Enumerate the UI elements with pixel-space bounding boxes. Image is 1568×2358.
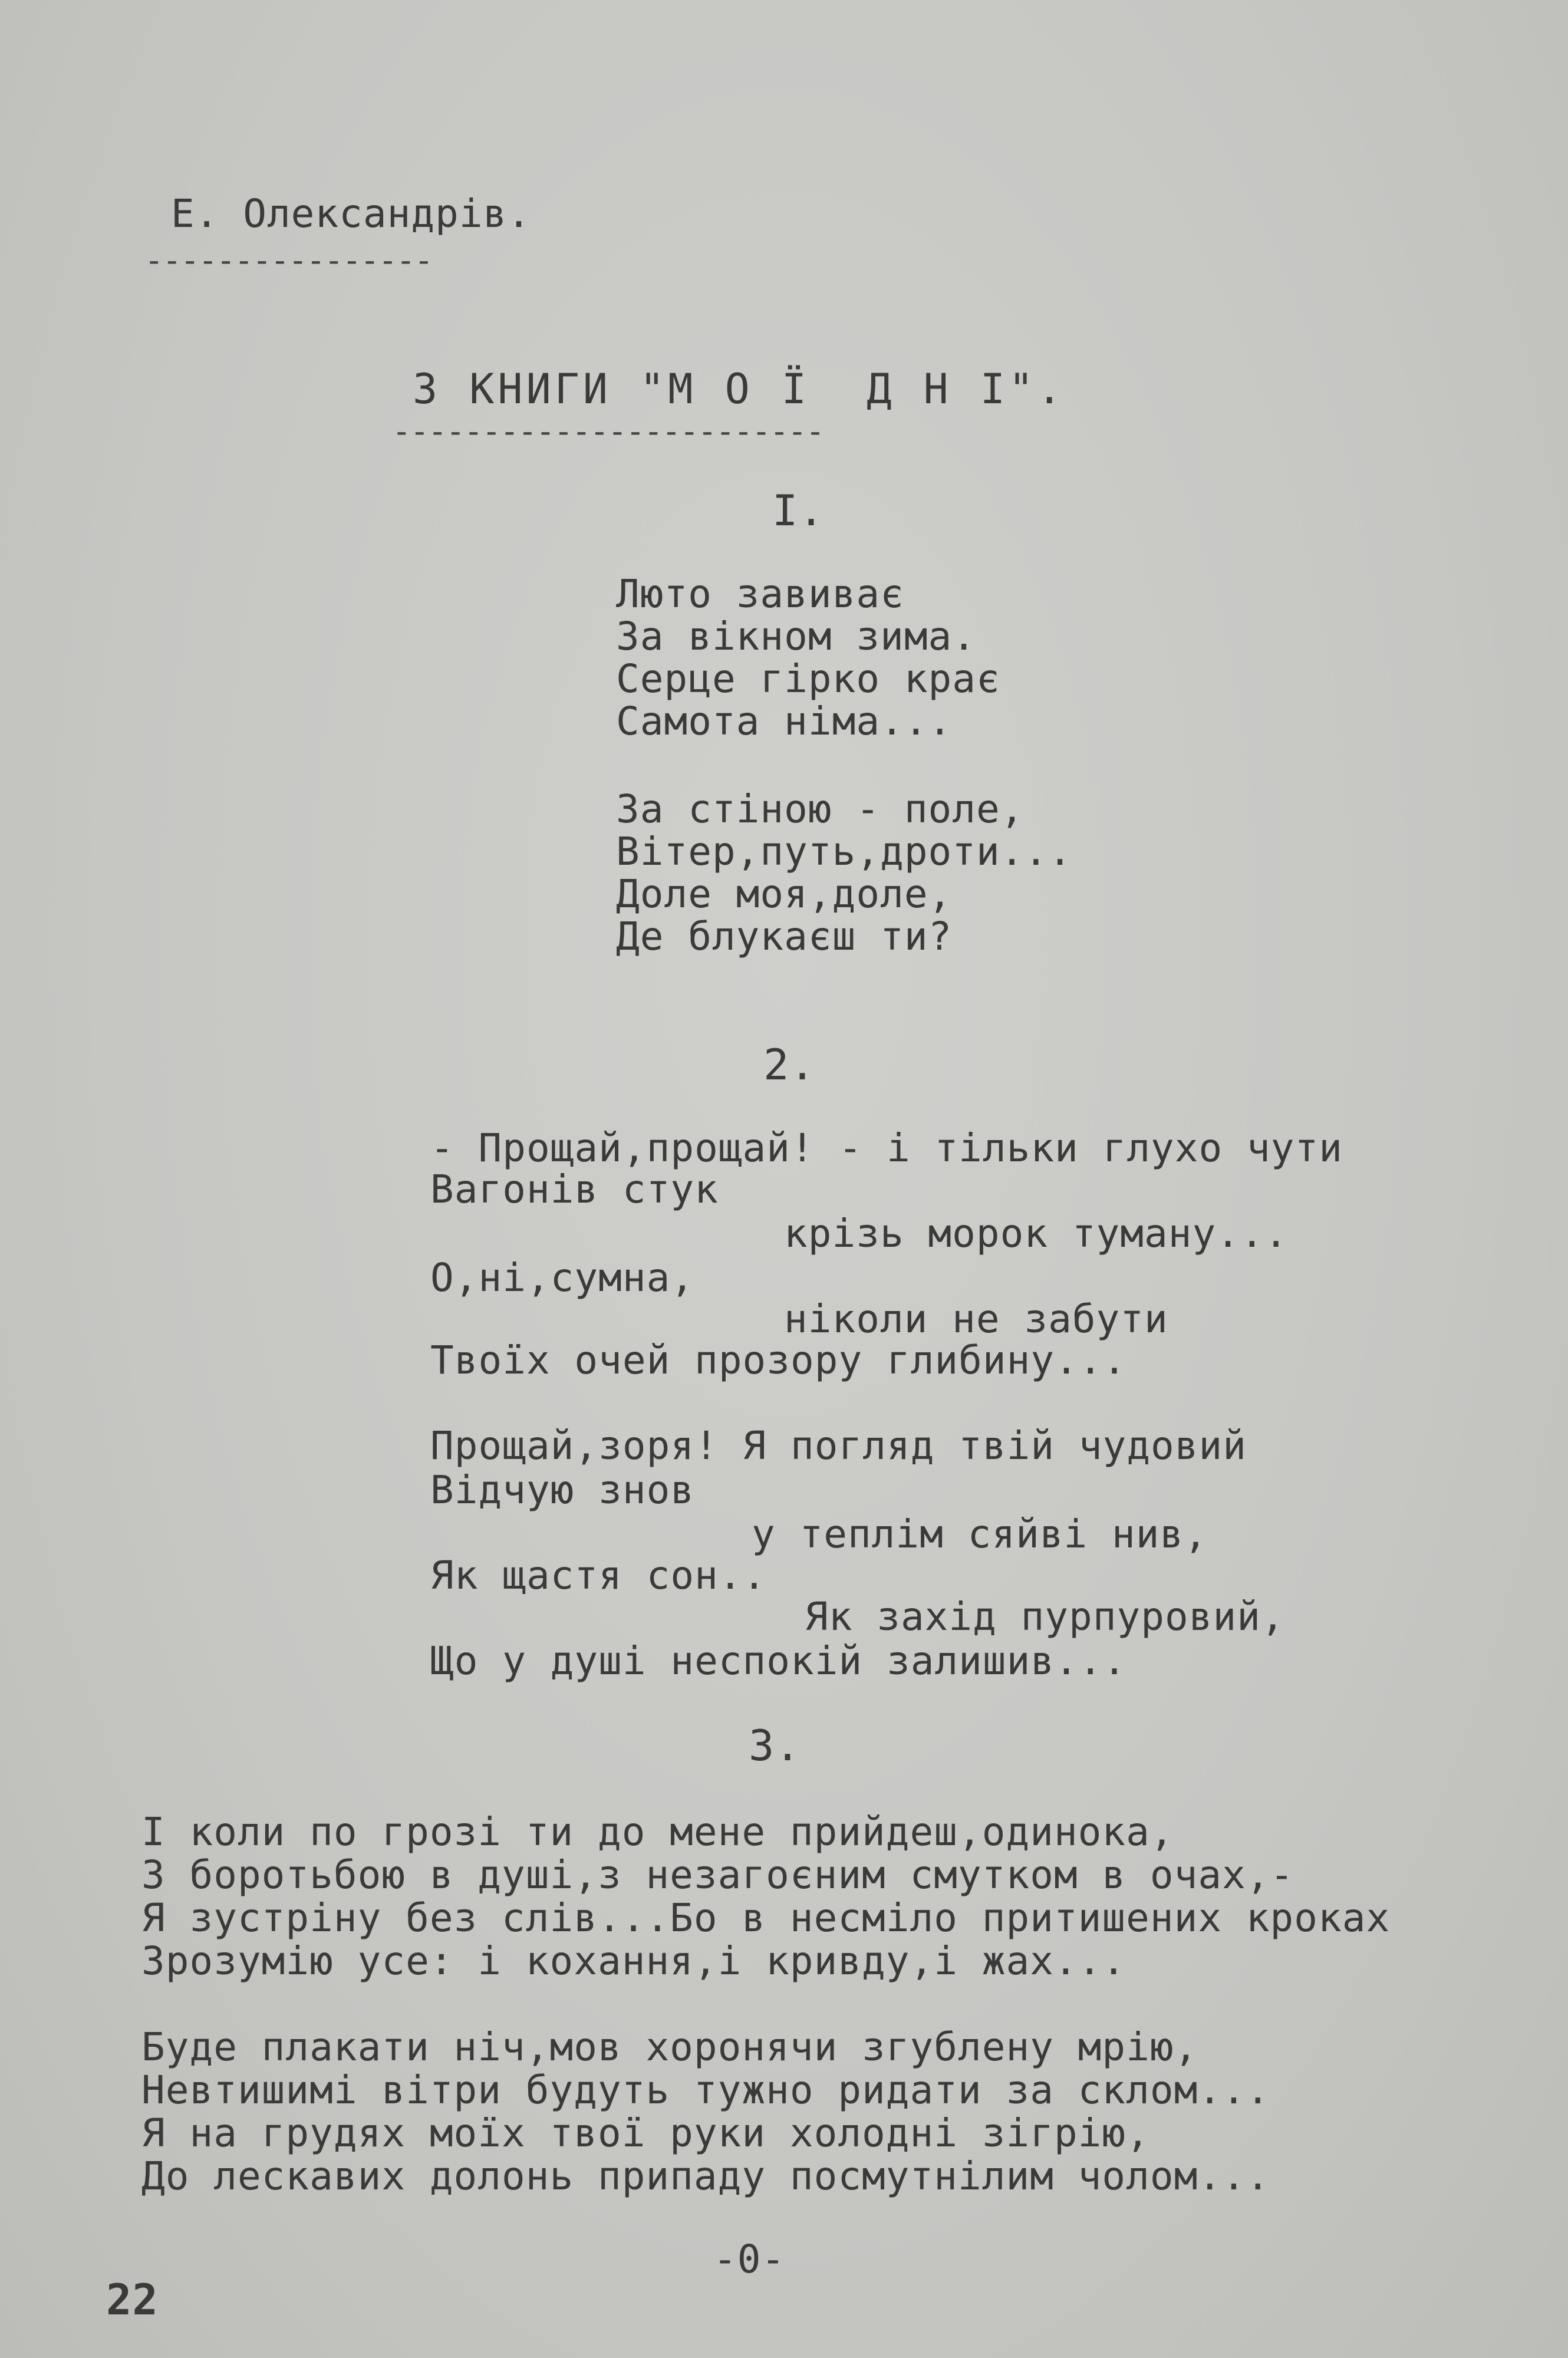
poem-2-number: 2. — [763, 1040, 816, 1089]
poem-2-line: ніколи не забути — [784, 1296, 1168, 1342]
author-underline: ---------------- — [144, 242, 433, 279]
poem-3-line: До лескавих долонь припаду посмутнілим чолом... — [141, 2153, 1270, 2199]
poem-3-line: І коли по грозі ти до мене прийдеш,одинока, — [141, 1809, 1174, 1855]
author-name: Е. Олександрів. — [171, 191, 532, 236]
end-mark: -0- — [713, 2237, 786, 2282]
poem-2-line: О,ні,сумна, — [430, 1255, 695, 1300]
page-number: 22 — [106, 2275, 159, 2324]
poem-3-line: З боротьбою в душі,з незагоєним смутком в очах,- — [141, 1852, 1294, 1898]
poem-3-line: Невтишимі вітри будуть тужно ридати за склом... — [141, 2067, 1270, 2113]
poem-2-line: Відчую знов — [430, 1467, 695, 1513]
poem-2-line: - Прощай,прощай! - і тільки глухо чути — [430, 1125, 1343, 1171]
poem-2-line: Як захід пурпуровий, — [805, 1594, 1285, 1639]
poem-3-line: Я зустріну без слів...Бо в несміло притишених кроках — [141, 1895, 1391, 1941]
poem-1-line: Доле моя,доле, — [616, 871, 953, 917]
poem-3-line: Я на грудях моїх твої руки холодні зігрію, — [141, 2110, 1150, 2156]
poem-2-line: Твоїх очей прозору глибину... — [430, 1338, 1127, 1383]
poem-3-line: Зрозумію усе: і кохання,і кривду,і жах... — [141, 1938, 1126, 1984]
poem-1-number: І. — [772, 486, 825, 535]
poem-2-line: Що у душі неспокій залишив... — [430, 1638, 1127, 1684]
poem-1-line: За вікном зима. — [616, 614, 977, 659]
title-underline: ------------------------ — [392, 413, 824, 450]
poem-1-line: Вітер,путь,дроти... — [616, 829, 1072, 874]
poem-3-line: Буде плакати ніч,мов хоронячи згублену мрію, — [141, 2024, 1198, 2070]
poem-1-line: Люто завиває — [616, 571, 904, 617]
poem-1-line: Серце гірко крає — [616, 656, 1000, 702]
poem-1-line: Самота німа... — [616, 699, 953, 744]
poem-2-line: Вагонів стук — [430, 1167, 719, 1212]
poem-2-line: Прощай,зоря! Я погляд твій чудовий — [430, 1423, 1247, 1468]
poem-1-line: Де блукаєш ти? — [616, 914, 953, 959]
poem-3-number: З. — [749, 1721, 801, 1770]
collection-title: З КНИГИ "М О Ї Д Н І". — [413, 365, 1066, 413]
poem-2-line: Як щастя сон.. — [430, 1553, 767, 1598]
poem-1-line: За стіною - поле, — [616, 786, 1025, 832]
poem-2-line: у теплім сяйві нив, — [752, 1511, 1208, 1557]
poem-2-line: крізь морок туману... — [784, 1211, 1289, 1256]
